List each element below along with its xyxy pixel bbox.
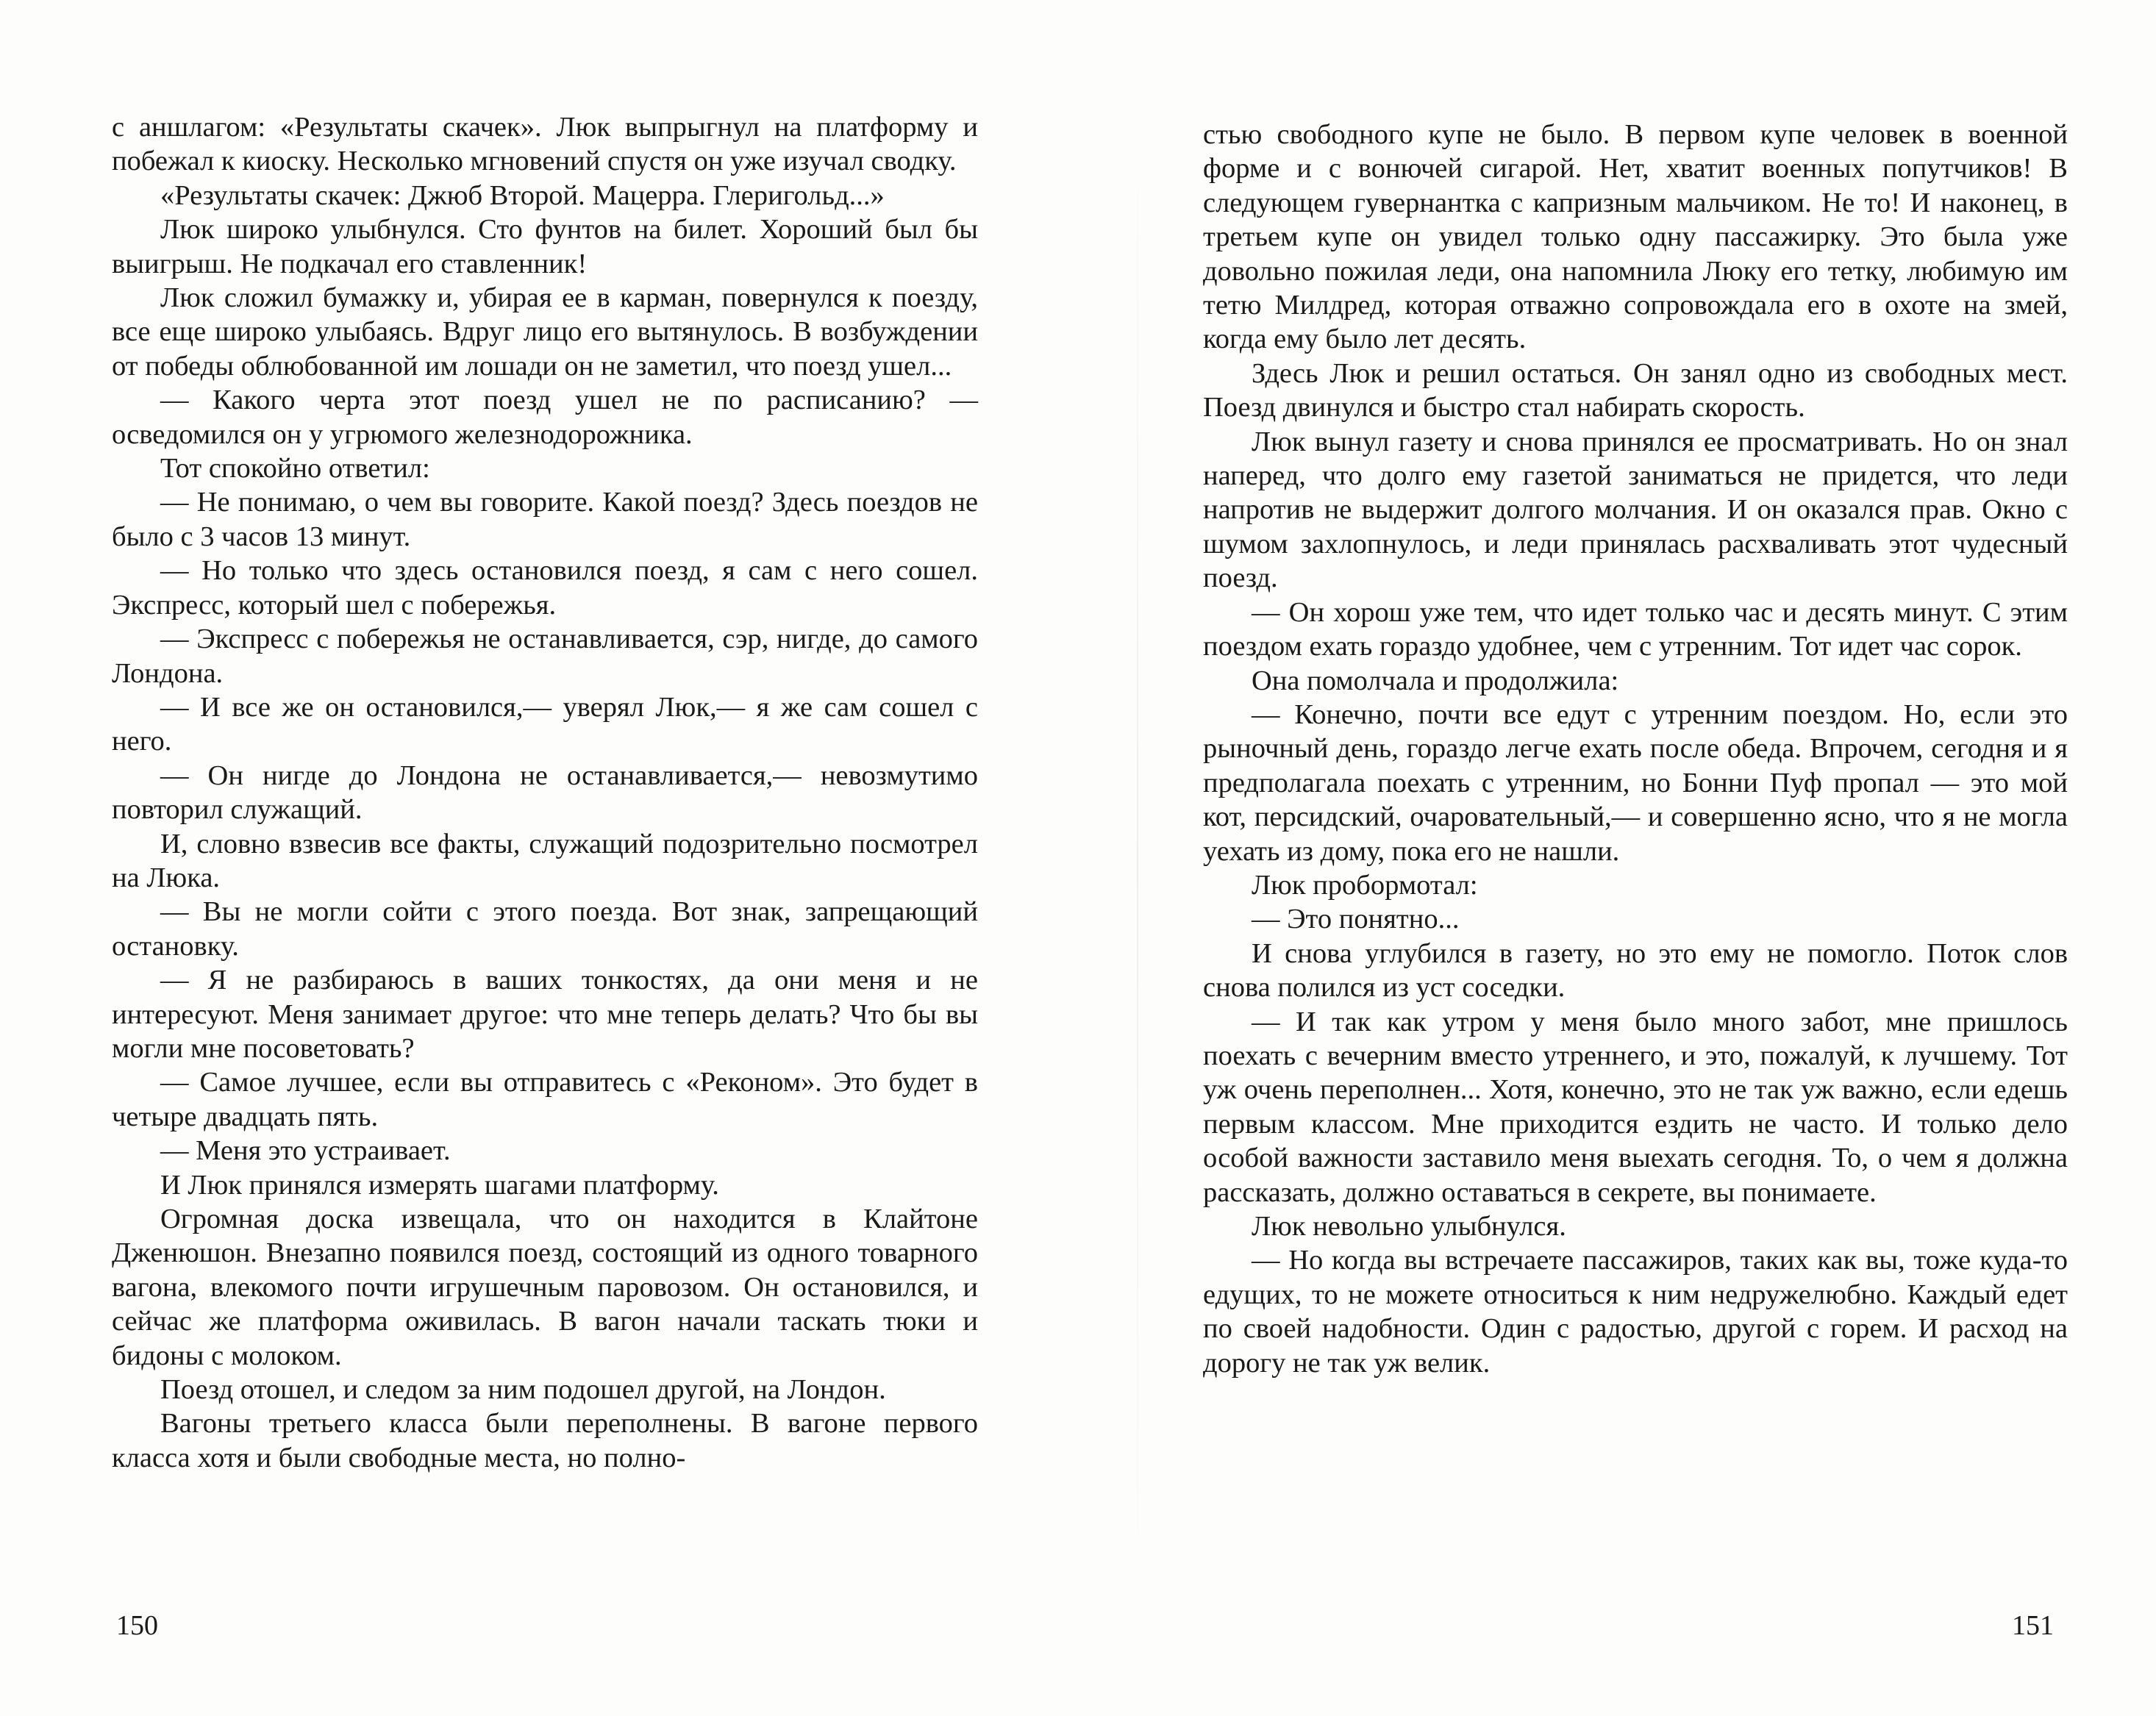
paragraph: — Но только что здесь остановился поезд, я сам с него сошел. Экспресс, который шел с побережья. (112, 555, 978, 621)
paragraph: стью свободного купе не было. В первом купе человек в военной форме и с вонючей сигарой. Нет, хватит военных попутчиков! В следующем гувернантка с капризным мальчиком. Не то! И наконец, в третьем купе он увидел только одну пассажирку. Это была уже довольно пожилая леди, она напомнила Люку его тетку, любимую им тетю Милдред, которая отважно сопровождала его в охоте на змей, когда ему было лет десять. (1203, 119, 2068, 355)
paragraph: «Результаты скачек: Джюб Второй. Мацерра. Глеригольд...» (160, 179, 885, 211)
paragraph: Люк невольно улыбнулся. (1252, 1211, 1566, 1242)
paragraph: — Меня это устраивает. (160, 1135, 451, 1167)
paragraph: Люк пробормотал: (1252, 869, 1478, 901)
paragraph: Вагоны третьего класса были переполнены. В вагоне первого класса хотя и были свободные места, но полно- (112, 1408, 978, 1473)
paragraph: Тот спокойно ответил: (160, 453, 430, 485)
paragraph: — Какого черта этот поезд ушел не по расписанию? — осведомился он у угрюмого железнодорожника. (112, 385, 978, 450)
book-gutter (1137, 110, 1138, 1617)
paragraph: — Самое лучшее, если вы отправитесь с «Реконом». Это будет в четыре двадцать пять. (112, 1067, 978, 1132)
paragraph: И снова углубился в газету, но это ему не помогло. Поток слов снова полился из уст соседки. (1203, 937, 2068, 1004)
paragraph: — Вы не могли сойти с этого поезда. Вот знак, запрещающий остановку. (112, 896, 978, 962)
paragraph: — Это понятно... (1252, 904, 1460, 935)
paragraph: Люк вынул газету и снова принялся ее просматривать. Но он знал наперед, что долго ему газетой заниматься не придется, что леди напротив не выдержит долгого молчания. И он оказался прав. Окно с шумом захлопнулось, и леди принялась расхваливать этот чудесный поезд. (1203, 426, 2068, 594)
left-page (112, 110, 978, 1475)
paragraph: Люк широко улыбнулся. Сто фунтов на билет. Хороший был бы выигрыш. Не подкачал его ставленник! (112, 214, 978, 279)
paragraph: И, словно взвесив все факты, служащий подозрительно посмотрел на Люка. (112, 828, 978, 893)
paragraph: — Я не разбираюсь в ваших тонкостях, да они меня и не интересуют. Меня занимает другое: что мне теперь делать? Что бы вы могли мне посоветовать? (112, 965, 978, 1064)
paragraph: — Он нигде до Лондона не останавливается,— невозмутимо повторил служащий. (112, 759, 978, 826)
paragraph: — Он хорош уже тем, что идет только час и десять минут. С этим поездом ехать гораздо удобнее, чем с утренним. Тот идет час сорок. (1203, 596, 2068, 662)
right-page (1203, 118, 2068, 1380)
paragraph: — И так как утром у меня было много забот, мне пришлось поехать с вечерним вместо утреннего, и это, пожалуй, к лучшему. Тот уж очень переполнен... Хотя, конечно, это не так уж важно, если едешь первым классом. Мне приходится ездить не часто. И только дело особой важности заставило меня выехать сегодня. То, о чем я должна рассказать, должно оставаться в секрете, вы понимаете. (1203, 1006, 2068, 1208)
paragraph: — Экспресс с побережья не останавливается, сэр, нигде, до самого Лондона. (112, 623, 978, 689)
paragraph: — Конечно, почти все едут с утренним поездом. Но, если это рыночный день, гораздо легче ехать после обеда. Впрочем, сегодня и я предполагала поехать с утренним, но Бонни Пуф пропал — это мой кот, персидский, очаровательный,— и совершенно ясно, что я не могла уехать из дому, пока его не нашли. (1203, 698, 2068, 867)
paragraph: Она помолчала и продолжила: (1252, 665, 1619, 696)
paragraph: — Не понимаю, о чем вы говорите. Какой поезд? Здесь поездов не было с 3 часов 13 минут. (112, 487, 978, 552)
paragraph: Огромная доска извещала, что он находится в Клайтоне Дженюшон. Внезапно появился поезд, состоящий из одного товарного вагона, влекомого почти игрушечным паровозом. Он остановился, и сейчас же платформа оживилась. В вагон начали таскать тюки и бидоны с молоком. (112, 1204, 978, 1371)
page-number-right: 151 (2012, 1610, 2054, 1641)
paragraph: Здесь Люк и решил остаться. Он занял одно из свободных мест. Поезд двинулся и быстро стал набирать скорость. (1203, 357, 2068, 423)
paragraph: Люк сложил бумажку и, убирая ее в карман, повернулся к поезду, все еще широко улыбаясь. Вдруг лицо его вытянулось. В возбуждении от победы облюбованной им лошади он не заметил, что поезд ушел... (112, 282, 978, 382)
page-number-left: 150 (116, 1610, 158, 1641)
paragraph: И Люк принялся измерять шагами платформу. (160, 1169, 719, 1201)
paragraph: — Но когда вы встречаете пассажиров, таких как вы, тоже куда-то едущих, то не можете относиться к ним недружелюбно. Каждый едет по своей надобности. Один с радостью, другой с горем. И расход на дорогу не так уж велик. (1203, 1245, 2068, 1379)
paragraph: — И все же он остановился,— уверял Люк,— я же сам сошел с него. (112, 691, 978, 757)
paragraph: с аншлагом: «Результаты скачек». Люк выпрыгнул на платформу и побежал к киоску. Несколько мгновений спустя он уже изучал сводку. (112, 112, 978, 177)
paragraph: Поезд отошел, и следом за ним подошел другой, на Лондон. (160, 1374, 886, 1406)
